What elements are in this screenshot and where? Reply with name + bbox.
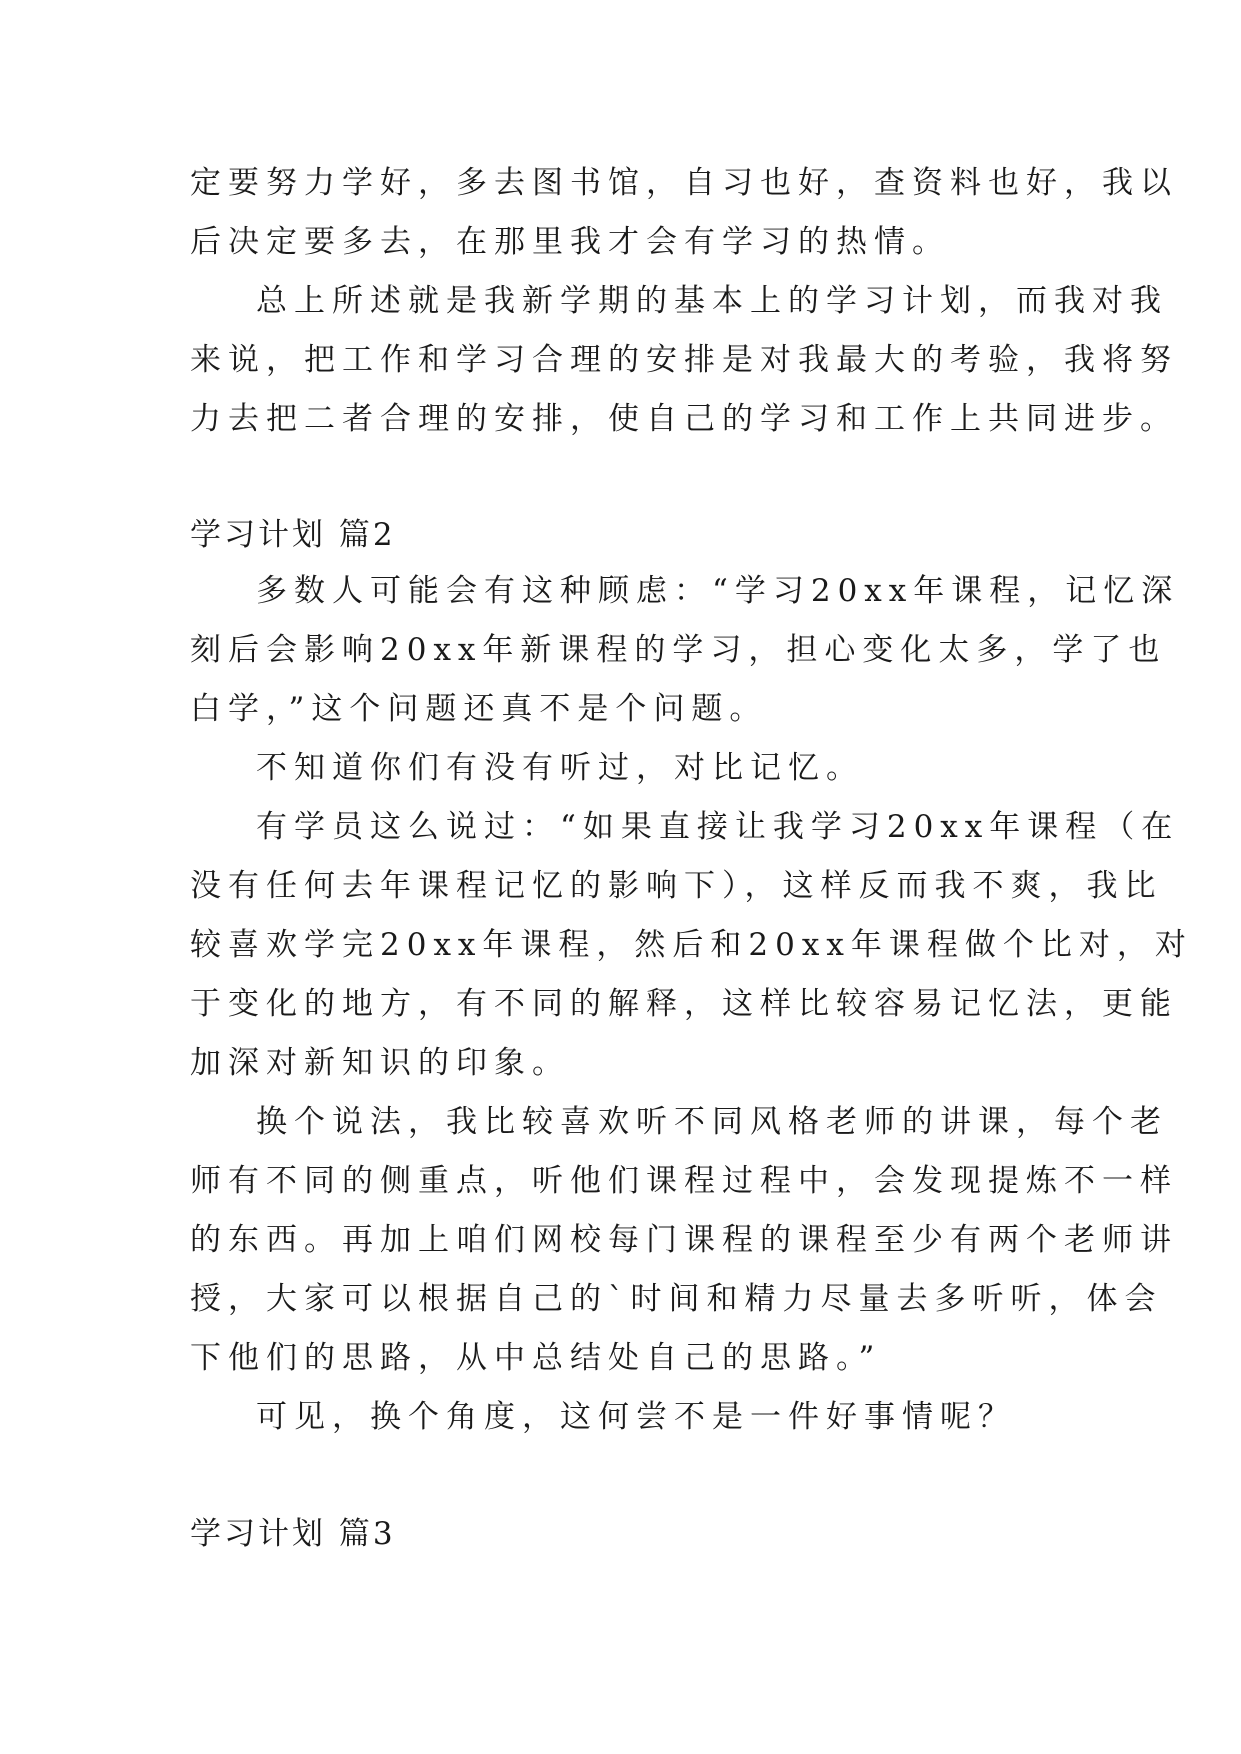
section-1-text <box>190 154 1178 449</box>
paragraph-line: 刻后会影响20xx年新课程的学习，担心变化太多，学了也 <box>190 632 1167 668</box>
paragraph-line: 加深对新知识的印象。 <box>190 1045 570 1081</box>
paragraph-line: 不知道你们有没有听过，对比记忆。 <box>256 750 864 786</box>
paragraph-line: 总上所述就是我新学期的基本上的学习计划，而我对我 <box>256 283 1168 319</box>
paragraph-line: 力去把二者合理的安排，使自己的学习和工作上共同进步。 <box>190 401 1178 437</box>
section-heading-3: 学习计划 篇3 <box>190 1516 396 1552</box>
paragraph-line: 较喜欢学完20xx年课程，然后和20xx年课程做个比对，对 <box>190 927 1193 963</box>
paragraph-line: 多数人可能会有这种顾虑：“学习20xx年课程，记忆深 <box>256 573 1180 609</box>
paragraph-line: 授，大家可以根据自己的`时间和精力尽量去多听听，体会 <box>190 1281 1163 1317</box>
paragraph-line: 白学，”这个问题还真不是个问题。 <box>190 691 768 727</box>
paragraph-line: 来说，把工作和学习合理的安排是对我最大的考验，我将努 <box>190 342 1178 378</box>
paragraph-line: 于变化的地方，有不同的解释，这样比较容易记忆法，更能 <box>190 986 1178 1022</box>
paragraph-line: 师有不同的侧重点，听他们课程过程中，会发现提炼不一样 <box>190 1163 1178 1199</box>
section-2-text <box>190 562 1193 1447</box>
paragraph-line: 可见，换个角度，这何尝不是一件好事情呢？ <box>256 1399 1016 1435</box>
section-heading-2: 学习计划 篇2 <box>190 517 396 553</box>
paragraph-line: 下他们的思路，从中总结处自己的思路。” <box>190 1340 882 1376</box>
paragraph-line: 后决定要多去，在那里我才会有学习的热情。 <box>190 224 950 260</box>
paragraph-line: 换个说法，我比较喜欢听不同风格老师的讲课，每个老 <box>256 1104 1168 1140</box>
paragraph-line: 有学员这么说过：“如果直接让我学习20xx年课程（在 <box>256 809 1180 845</box>
paragraph-line: 没有任何去年课程记忆的影响下），这样反而我不爽，我比 <box>190 868 1163 904</box>
paragraph-line: 的东西。再加上咱们网校每门课程的课程至少有两个老师讲 <box>190 1222 1178 1258</box>
paragraph-line: 定要努力学好，多去图书馆，自习也好，查资料也好，我以 <box>190 165 1178 201</box>
